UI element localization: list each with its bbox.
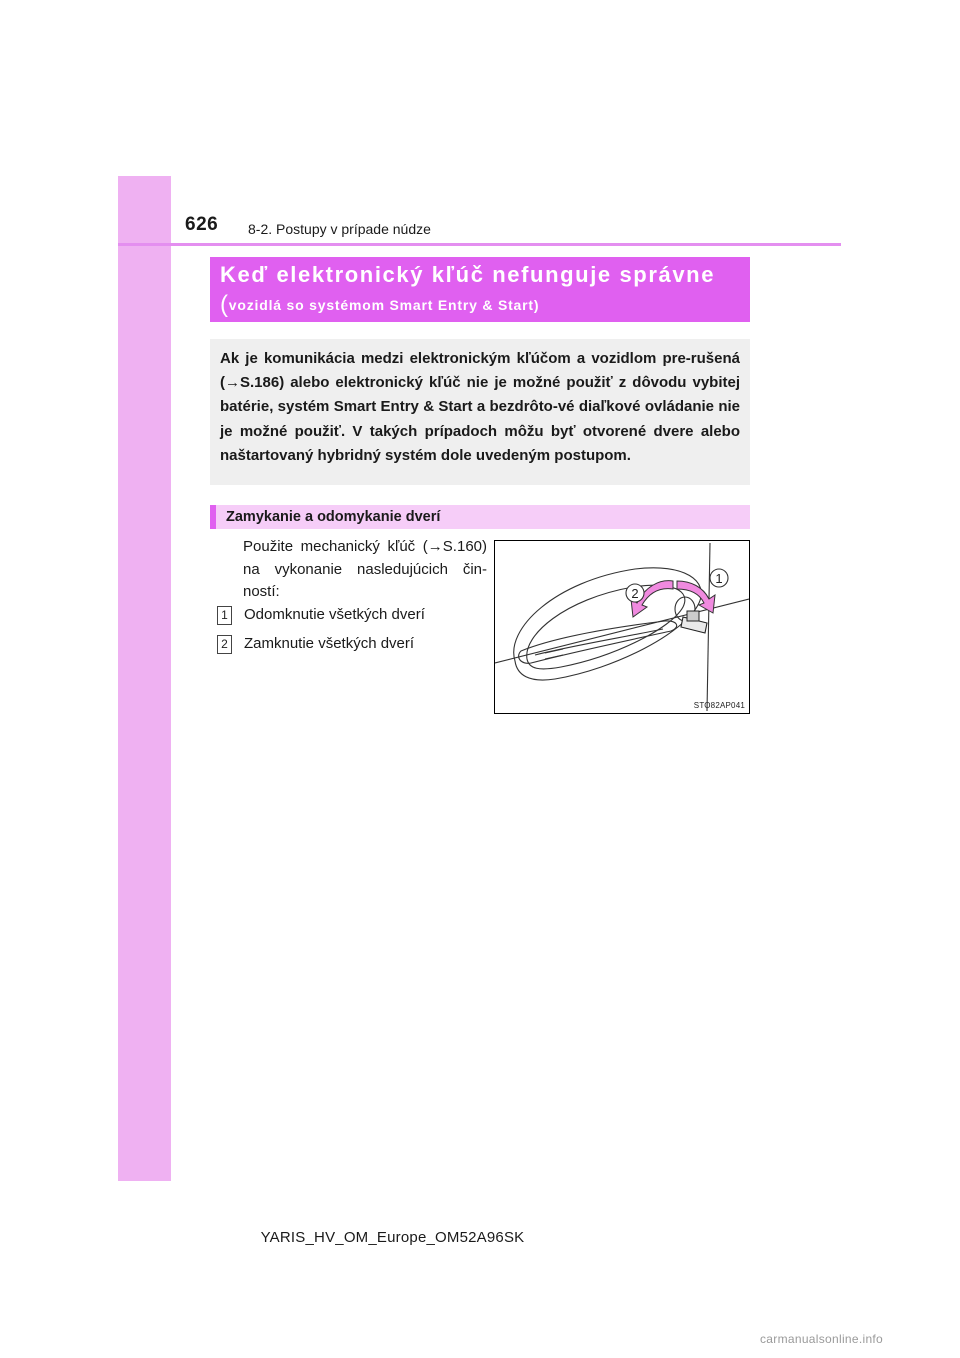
section-title-box: [210, 257, 750, 322]
door-edge-line: [707, 543, 710, 711]
intro-text: Ak je komunikácia medzi elektronickým kľúčom a vozidlom pre-rušená (→S.186) alebo elektronický kľúč nie je možné použiť z dôvodu vybitej batérie, systém Smart Entry & Start a bezdrôto-vé diaľkové ovládanie nie je možné použiť. V takých prípadoch môžu byť otvorené dvere alebo naštartovaný hybridný systém dole uvedeným postupom.: [220, 350, 740, 464]
step-1: [217, 605, 425, 625]
watermark-link[interactable]: carmanualsonline.info: [760, 1332, 884, 1346]
step-label-2: Zamknutie všetkých dverí: [244, 635, 415, 652]
door-handle-illustration: [494, 540, 750, 714]
step-number-2: 2: [217, 635, 232, 654]
door-handle-drawing: [495, 541, 749, 713]
subtitle-text: vozidlá so systémom Smart Entry & Start): [228, 297, 540, 313]
callout-2-label: 2: [631, 586, 639, 601]
callout-1-label: 1: [715, 571, 723, 586]
step-2: [217, 634, 414, 654]
subtitle-open-paren: (: [220, 291, 229, 318]
section-subtitle: [220, 290, 740, 320]
intro-box: [210, 339, 750, 485]
body-paragraph: Použite mechanický kľúč (→S.160) na vykonanie nasledujúcich čin-ností:: [243, 538, 487, 600]
handle-slot: [545, 655, 563, 659]
header-divider: [118, 243, 841, 246]
mechanical-key-icon: [681, 611, 707, 633]
chapter-title: 8-2. Postupy v prípade núdze: [248, 221, 431, 237]
step-number-1: 1: [217, 606, 232, 625]
subsection-heading: Zamykanie a odomykanie dverí: [210, 505, 750, 529]
step-label-1: Odomknutie všetkých dverí: [244, 606, 425, 623]
page-number: 626: [185, 214, 219, 235]
side-band: [118, 176, 171, 1181]
footer-doc-id: YARIS_HV_OM_Europe_OM52A96SK: [260, 1229, 525, 1246]
figure-code: STO82AP041: [693, 701, 745, 710]
section-title: Keď elektronický kľúč nefunguje správne: [220, 262, 716, 287]
handle-recess-inner: [527, 585, 685, 669]
